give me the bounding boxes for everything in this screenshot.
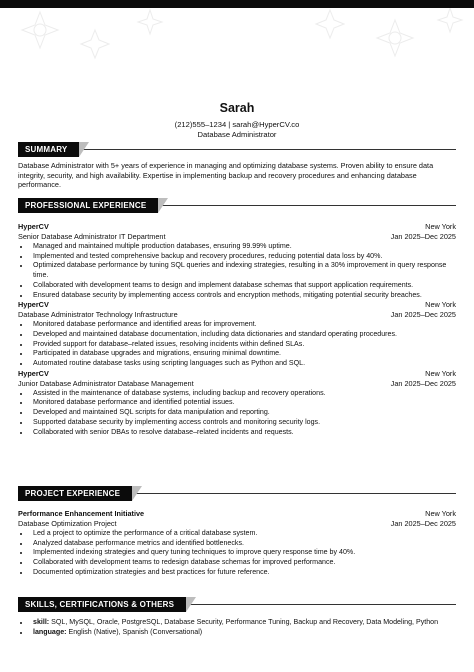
experience-section (0, 198, 474, 437)
bullet-item: • Documented optimization strategies and best practices for future reference. (30, 568, 456, 578)
skills-section (0, 597, 474, 637)
job-title: Database Administrator (197, 130, 277, 139)
skills-heading: SKILLS, CERTIFICATIONS & OTHERS (18, 597, 186, 612)
job-role: Database Administrator Technology Infrastructure (18, 310, 178, 320)
project-dates: Jan 2025–Dec 2025 (390, 519, 456, 528)
bullet-item: • Supported database security by implementing access controls and monitoring security logs. (30, 418, 456, 428)
bullet-item: • Monitored database performance and identified areas for improvement. (30, 320, 456, 330)
bullet-item: • Managed and maintained multiple production databases, ensuring 99.99% uptime. (30, 242, 456, 252)
bullet-item: • Developed and maintained database documentation, including data dictionaries and standard operating procedures. (30, 330, 456, 340)
company-name: HyperCV (18, 222, 49, 231)
bullet-item: • Analyzed database performance metrics and identified bottlenecks. (30, 539, 456, 549)
summary-heading: SUMMARY (18, 142, 79, 157)
bullet-item: • Assisted in the maintenance of database systems, including backup and recovery operations. (30, 389, 456, 399)
top-bar (0, 0, 474, 8)
bullet-item: • Implemented and tested comprehensive backup and recovery procedures, reducing potential data loss by 40%. (30, 252, 456, 262)
bullet-item: • Collaborated with development teams to redesign database schemas for improved performance. (30, 558, 456, 568)
bullet-item: • Participated in database upgrades and migrations, ensuring minimal downtime. (30, 349, 456, 359)
job-location: New York (425, 368, 456, 378)
job-dates: Jan 2025–Dec 2025 (390, 232, 456, 241)
project-title: Database Optimization Project (18, 519, 117, 528)
bullet-item: • Optimized database performance by tuning SQL queries and indexing strategies, resulting in a 30% improvement in query response time. (30, 261, 456, 280)
project-location: New York (425, 509, 456, 518)
job-location: New York (425, 222, 456, 231)
job-dates: Jan 2025–Dec 2025 (390, 310, 456, 320)
job-location: New York (425, 300, 456, 310)
skill-line (30, 618, 456, 628)
bullet-item: • Monitored database performance and identified potential issues. (30, 398, 456, 408)
contact-info: (212)555–1234 | sarah@HyperCV.co (174, 120, 300, 129)
resume-header (0, 100, 474, 140)
experience-heading: PROFESSIONAL EXPERIENCE (18, 198, 158, 213)
bullet-item: • Developed and maintained SQL scripts for data manipulation and reporting. (30, 408, 456, 418)
bullet-item: • Provided support for database–related issues, resolving incidents within defined SLAs. (30, 340, 456, 350)
job-entry (18, 222, 456, 300)
job-entry (18, 300, 456, 369)
job-role: Senior Database Administrator IT Department (18, 232, 166, 241)
project-bullets (18, 529, 456, 578)
bullet-item: • Led a project to optimize the performance of a critical database system. (30, 529, 456, 539)
bullet-item: • Ensured database security by implementing access controls and encryption methods, mitigating potential security breaches. (30, 291, 456, 301)
candidate-name: Sarah (219, 101, 255, 115)
job-role: Junior Database Administrator Database Management (18, 378, 194, 388)
decorative-pattern (0, 8, 474, 68)
job-bullets (18, 389, 456, 438)
project-entry (18, 509, 456, 578)
company-name: HyperCV (18, 300, 49, 310)
project-name: Performance Enhancement Initiative (18, 509, 145, 518)
language-label: language: (33, 627, 67, 636)
summary-text: Database Administrator with 5+ years of experience in managing and optimizing database systems. Proven ability to ensure data integrity, security, and high availability. Expertise in implementing backup and recovery procedures and enhancing database performance. (18, 161, 434, 190)
job-bullets (18, 242, 456, 300)
job-bullets (18, 320, 456, 369)
summary-section (0, 142, 474, 190)
projects-section (0, 486, 474, 578)
skill-label: skill: (33, 618, 50, 626)
bullet-item: • Automated routine database tasks using scripting languages such as Python and SQL. (30, 359, 456, 369)
language-line (30, 628, 456, 638)
bullet-item: • Collaborated with development teams to design and implement database schemas that support application requirements. (30, 281, 456, 291)
skill-value: SQL, MySQL, Oracle, PostgreSQL, Database Security, Performance Tuning, Backup and Recovery, Data Modeling, Python (49, 618, 439, 626)
bullet-item: • Collaborated with senior DBAs to resolve database–related incidents and requests. (30, 428, 456, 438)
job-dates: Jan 2025–Dec 2025 (390, 378, 456, 388)
language-value: English (Native), Spanish (Conversational) (66, 627, 203, 636)
job-entry (18, 369, 456, 438)
skills-list (18, 618, 456, 637)
company-name: HyperCV (18, 368, 49, 378)
bullet-item: • Implemented indexing strategies and query tuning techniques to improve query response time by 40%. (30, 548, 456, 558)
projects-heading: PROJECT EXPERIENCE (18, 486, 132, 501)
